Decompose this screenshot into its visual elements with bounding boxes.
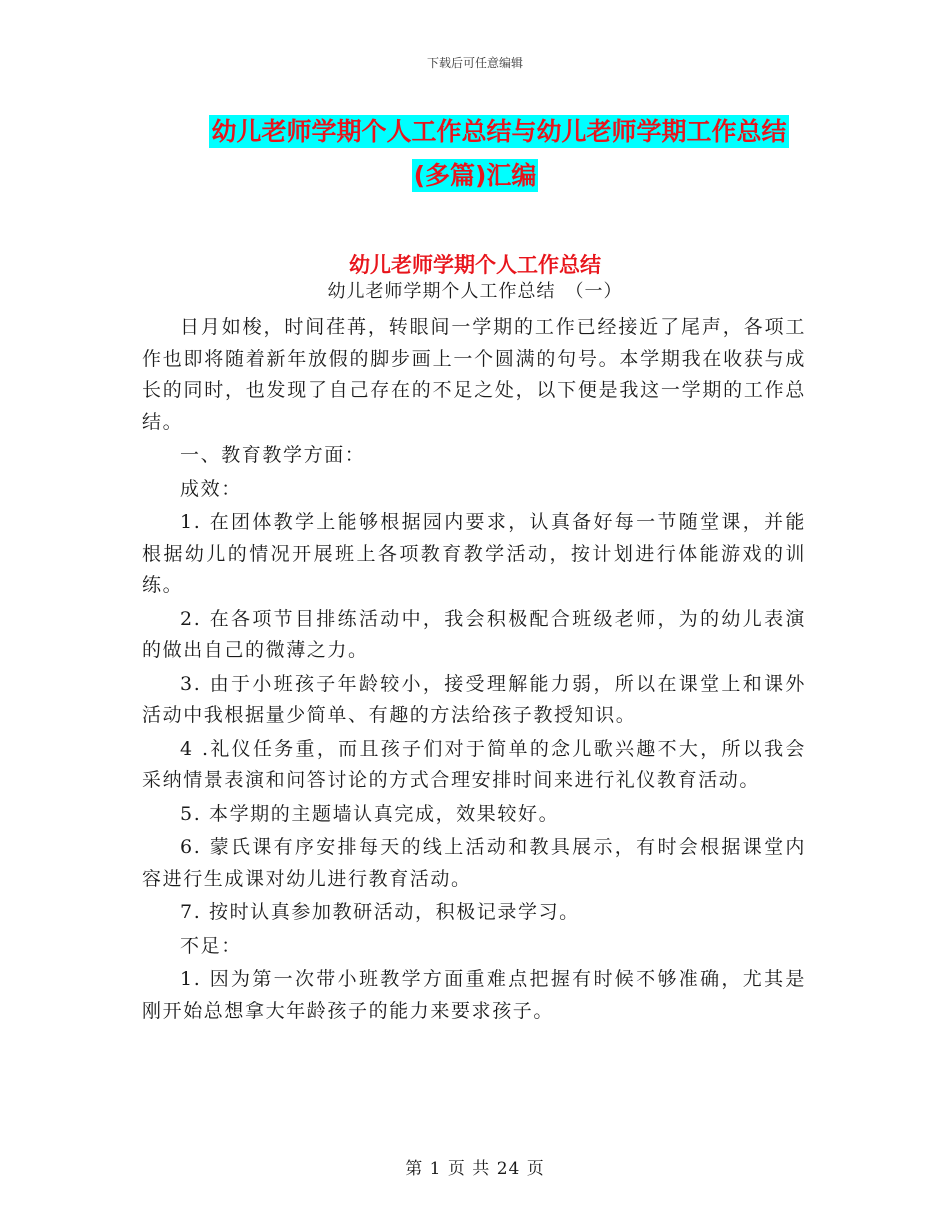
title-highlight: (多篇)汇编 bbox=[413, 161, 537, 190]
paragraph: 4 .礼仪任务重，而且孩子们对于简单的念儿歌兴趣不大，所以我会采纳情景表演和问答讨论的方式合理安排时间来进行礼仪教育活动。 bbox=[142, 737, 806, 791]
document-title-line-1 bbox=[24, 112, 950, 148]
document-body bbox=[142, 312, 806, 1029]
paragraph: 6. 蒙氏课有序安排每天的线上活动和教具展示，有时会根据课堂内容进行生成课对幼儿进行教育活动。 bbox=[142, 836, 806, 890]
document-title-line-2 bbox=[0, 156, 950, 192]
title-highlight: 幼儿老师学期个人工作总结与幼儿老师学期工作总结 bbox=[211, 117, 787, 146]
section-title: 幼儿老师学期个人工作总结 bbox=[349, 253, 601, 277]
header-note: 下载后可任意编辑 bbox=[426, 56, 523, 70]
paragraph: 一、教育教学方面： bbox=[180, 444, 366, 466]
paragraph: 不足： bbox=[180, 934, 242, 957]
paragraph: 7. 按时认真参加教研活动，积极记录学习。 bbox=[180, 901, 580, 923]
paragraph: 成效： bbox=[180, 477, 242, 500]
subtitle: 幼儿老师学期个人工作总结 （一） bbox=[327, 281, 623, 302]
paragraph: 3. 由于小班孩子年龄较小，接受理解能力弱，所以在课堂上和课外活动中我根据量少简单、有趣的方法给孩子教授知识。 bbox=[142, 672, 806, 726]
page-number: 第 1 页 共 24 页 bbox=[405, 1159, 545, 1179]
paragraph: 1. 因为第一次带小班教学方面重难点把握有时候不够准确，尤其是刚开始总想拿大年龄孩子的能力来要求孩子。 bbox=[142, 968, 806, 1022]
paragraph: 日月如梭，时间荏苒，转眼间一学期的工作已经接近了尾声，各项工作也即将随着新年放假的脚步画上一个圆满的句号。本学期我在收获与成长的同时，也发现了自己存在的不足之处，以下便是我这一学期的工作总结。 bbox=[142, 316, 806, 433]
paragraph: 2. 在各项节目排练活动中，我会积极配合班级老师，为的幼儿表演的做出自己的微薄之力。 bbox=[142, 607, 806, 661]
paragraph: 1. 在团体教学上能够根据园内要求，认真备好每一节随堂课，并能根据幼儿的情况开展班上各项教育教学活动，按计划进行体能游戏的训练。 bbox=[142, 511, 806, 596]
paragraph: 5. 本学期的主题墙认真完成，效果较好。 bbox=[180, 802, 560, 825]
